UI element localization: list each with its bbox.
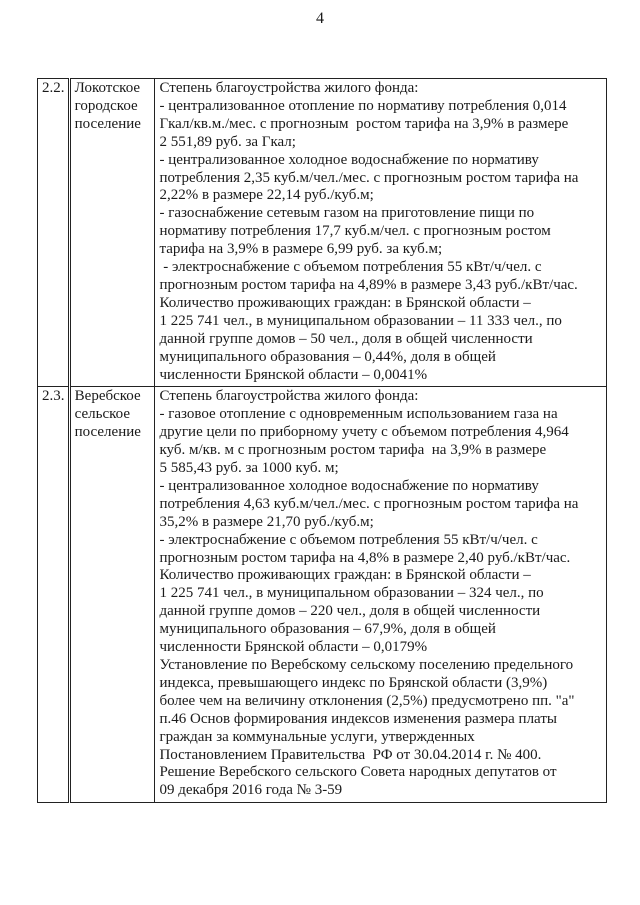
description-line: куб. м/кв. м с прогнозным ростом тарифа на 3,9% в размере (159, 442, 547, 459)
settlement-name-line: сельское (74, 406, 131, 423)
description-line: 1 225 741 чел., в муниципальном образовании – 11 333 чел., по (159, 312, 562, 329)
settlement-name-line: поселение (74, 424, 141, 441)
description-line: 2,22% в размере 22,14 руб./куб.м; (159, 187, 374, 204)
settlement-name-cell (69, 79, 155, 387)
table-row (38, 387, 607, 803)
settlement-name-line: Веребское (74, 388, 141, 405)
description-line: 09 декабря 2016 года № 3-59 (159, 782, 343, 799)
description-line: Постановлением Правительства РФ от 30.04.2014 г. № 400. (159, 746, 542, 763)
description-line: прогнозным ростом тарифа на 4,8% в размере 2,40 руб./кВт/час. (159, 549, 571, 566)
description-line: - централизованное холодное водоснабжение по нормативу (159, 151, 539, 168)
description-line: - централизованное отопление по нормативу потребления 0,014 (159, 97, 567, 114)
description-line: 2 551,89 руб. за Гкал; (159, 133, 296, 150)
description-line: Степень благоустройства жилого фонда: (159, 388, 419, 405)
description-line: численности Брянской области – 0,0179% (159, 639, 428, 656)
description-line: более чем на величину отклонения (2,5%) предусмотрено пп. "а" (159, 692, 575, 709)
description-line: Количество проживающих граждан: в Брянской области – (159, 567, 531, 584)
settlement-name-cell (69, 387, 155, 803)
description-line: численности Брянской области – 0,0041% (159, 366, 428, 383)
row-number: 2.2. (38, 79, 70, 387)
description-line: граждан за коммунальные услуги, утвержденных (159, 728, 475, 745)
description-line: Гкал/кв.м./мес. с прогнозным ростом тарифа на 3,9% в размере (159, 115, 569, 132)
description-line: п.46 Основ формирования индексов изменения размера платы (159, 710, 557, 727)
description-line: данной группе домов – 220 чел., доля в общей численности (159, 603, 541, 620)
description-line: Степень благоустройства жилого фонда: (159, 80, 419, 96)
description-line: - электроснабжение с объемом потребления 55 кВт/ч/чел. с (159, 531, 538, 548)
description-cell (155, 387, 607, 803)
settlement-name-line: поселение (74, 115, 141, 132)
table-row (38, 79, 607, 387)
description-line: прогнозным ростом тарифа на 4,89% в размере 3,43 руб./кВт/час. (159, 276, 578, 293)
description-line: потребления 4,63 куб.м/чел./мес. с прогнозным ростом тарифа на (159, 495, 579, 512)
description-line: Решение Веребского сельского Совета народных депутатов от (159, 764, 557, 781)
settlement-name-line: городское (74, 97, 138, 114)
description-line: тарифа на 3,9% в размере 6,99 руб. за куб.м; (159, 241, 443, 258)
description-line: - электроснабжение с объемом потребления 55 кВт/ч/чел. с (159, 259, 542, 276)
description-line: - газоснабжение сетевым газом на приготовление пищи по (159, 205, 535, 222)
description-cell (155, 79, 607, 387)
description-line: муниципального образования – 0,44%, доля в общей (159, 348, 496, 365)
page-number: 4 (316, 10, 324, 27)
description-line: - централизованное холодное водоснабжение по нормативу (159, 477, 539, 494)
description-line: другие цели по приборному учету с объемом потребления 4,964 (159, 424, 569, 441)
description-line: потребления 2,35 куб.м/чел./мес. с прогнозным ростом тарифа на (159, 169, 579, 186)
description-line: индекса, превышающего индекс по Брянской области (3,9%) (159, 674, 548, 691)
tariff-table (37, 78, 607, 803)
description-line: - газовое отопление с одновременным использованием газа на (159, 406, 558, 423)
description-line: нормативу потребления 17,7 куб.м/чел. с прогнозным ростом (159, 223, 551, 240)
description-line: Количество проживающих граждан: в Брянской области – (159, 294, 531, 311)
description-line: 1 225 741 чел., в муниципальном образовании – 324 чел., по (159, 585, 544, 602)
description-line: 5 585,43 руб. за 1000 куб. м; (159, 460, 339, 477)
description-line: данной группе домов – 50 чел., доля в общей численности (159, 330, 533, 347)
settlement-name-line: Локотское (74, 80, 141, 96)
description-line: Установление по Веребскому сельскому поселению предельного (159, 657, 574, 673)
description-line: 35,2% в размере 21,70 руб./куб.м; (159, 513, 374, 530)
row-number: 2.3. (38, 387, 70, 803)
description-line: муниципального образования – 67,9%, доля в общей (159, 621, 496, 638)
